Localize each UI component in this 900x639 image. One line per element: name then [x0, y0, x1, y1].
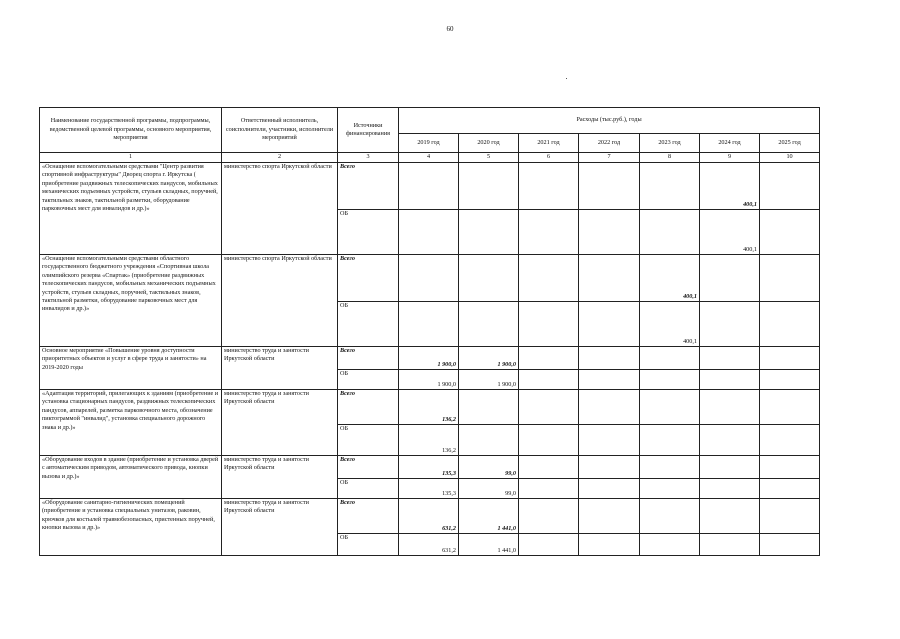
ob-value-cell: [579, 302, 640, 347]
column-number: 1: [40, 153, 222, 163]
ob-value-cell: 1 900,0: [459, 370, 519, 390]
total-value-cell: [760, 163, 820, 210]
total-value-cell: [640, 347, 700, 370]
column-number: 5: [459, 153, 519, 163]
total-value-cell: [700, 390, 760, 425]
column-number: 4: [399, 153, 459, 163]
total-value-cell: [519, 347, 579, 370]
header-source: Источники финансирования: [338, 108, 399, 153]
table-row: [40, 347, 820, 370]
source-ob-label: ОБ: [338, 302, 399, 347]
column-number: 3: [338, 153, 399, 163]
header-year: 2020 год: [459, 134, 519, 153]
ob-value-cell: [760, 302, 820, 347]
total-value-cell: [519, 163, 579, 210]
total-value-cell: [760, 456, 820, 479]
ob-value-cell: [760, 425, 820, 456]
page-number: 60: [446, 25, 454, 33]
column-number: 6: [519, 153, 579, 163]
executor: министерство труда и занятости Иркутской области: [222, 347, 338, 390]
ob-value-cell: [459, 425, 519, 456]
executor: министерство спорта Иркутской области: [222, 255, 338, 347]
ob-value-cell: 99,0: [459, 479, 519, 499]
ob-value-cell: [760, 534, 820, 556]
total-value-cell: [640, 390, 700, 425]
table-row: [40, 163, 820, 210]
measure-name: «Оборудование санитарно-гигиенических помещений (приобретение и установка специальных унитазов, раковин, крючков для костылей травмобезопасных, пристенных поручней, кнопки вызова и др.)»: [40, 499, 222, 556]
total-value-cell: [579, 347, 640, 370]
ob-value-cell: [640, 534, 700, 556]
ob-value-cell: [760, 370, 820, 390]
measure-name: «Оснащение вспомогательными средствами "Центр развития спортивной инфраструктуры" Дворец спорта г. Иркутска ( приобретение раздвижных телескопических пандусов, мобильных механических подъемных устройств, стульев складных, поручней, тактильных знаков, тактильной разметки, оборудование парковочных мест для инвалидов и др.)»: [40, 163, 222, 255]
table-row: [40, 390, 820, 425]
total-value-cell: [519, 390, 579, 425]
table-row: [40, 255, 820, 302]
total-value-cell: [640, 499, 700, 534]
total-value-cell: [760, 347, 820, 370]
ob-value-cell: [640, 370, 700, 390]
total-value-cell: [399, 163, 459, 210]
ob-value-cell: [700, 302, 760, 347]
total-value-cell: [519, 499, 579, 534]
executor: министерство труда и занятости Иркутской области: [222, 456, 338, 499]
total-value-cell: [760, 499, 820, 534]
ob-value-cell: 136,2: [399, 425, 459, 456]
header-year: 2023 год: [640, 134, 700, 153]
total-value-cell: [399, 255, 459, 302]
ob-value-cell: [700, 534, 760, 556]
ob-value-cell: 631,2: [399, 534, 459, 556]
measure-name: Основное мероприятие «Повышение уровня доступности приоритетных объектов и услуг в сфере труда и занятости» на 2019-2020 годы: [40, 347, 222, 390]
total-value-cell: [700, 456, 760, 479]
ob-value-cell: [640, 425, 700, 456]
ob-value-cell: [519, 534, 579, 556]
total-value-cell: [760, 255, 820, 302]
scan-speck: [566, 78, 567, 79]
ob-value-cell: [579, 210, 640, 255]
source-total-label: Всего: [338, 255, 399, 302]
ob-value-cell: [760, 210, 820, 255]
ob-value-cell: [640, 210, 700, 255]
ob-value-cell: 135,3: [399, 479, 459, 499]
executor: министерство труда и занятости Иркутской области: [222, 499, 338, 556]
measure-name: «Адаптация территорий, прилегающих к зданиям (приобретение и установка стационарных пандусов, раздвижных телескопических пандусов, аппарелей, разметка парковочного места, обозначение пиктограммой "инвалид", установка специального дорожного знака и др.)»: [40, 390, 222, 456]
ob-value-cell: [579, 370, 640, 390]
total-value-cell: [519, 456, 579, 479]
total-value-cell: 1 900,0: [459, 347, 519, 370]
header-program: Наименование государственной программы, подпрограммы, ведомственной целевой программы, основного мероприятия, мероприятия: [40, 108, 222, 153]
ob-value-cell: 400,1: [700, 210, 760, 255]
ob-value-cell: [399, 302, 459, 347]
ob-value-cell: [700, 370, 760, 390]
header-year: 2022 год: [579, 134, 640, 153]
total-value-cell: 99,0: [459, 456, 519, 479]
ob-value-cell: 1 900,0: [399, 370, 459, 390]
source-total-label: Всего: [338, 163, 399, 210]
total-value-cell: 135,3: [399, 456, 459, 479]
ob-value-cell: [579, 425, 640, 456]
ob-value-cell: [579, 479, 640, 499]
total-value-cell: [640, 163, 700, 210]
ob-value-cell: [399, 210, 459, 255]
header-year: 2021 год: [519, 134, 579, 153]
total-value-cell: [459, 163, 519, 210]
executor: министерство спорта Иркутской области: [222, 163, 338, 255]
header-column-numbers: [40, 153, 820, 163]
executor: министерство труда и занятости Иркутской области: [222, 390, 338, 456]
source-ob-label: ОБ: [338, 425, 399, 456]
header-expenses: Расходы (тыс.руб.), годы: [399, 108, 820, 134]
ob-value-cell: [519, 370, 579, 390]
source-ob-label: ОБ: [338, 370, 399, 390]
header-year: 2019 год: [399, 134, 459, 153]
total-value-cell: [579, 499, 640, 534]
ob-value-cell: [519, 302, 579, 347]
source-total-label: Всего: [338, 499, 399, 534]
ob-value-cell: [519, 210, 579, 255]
measure-name: «Оборудование входов в здание (приобретение и установка дверей с автоматическим приводом, автоматического привода, кнопки вызова и др.)»: [40, 456, 222, 499]
ob-value-cell: [519, 425, 579, 456]
ob-value-cell: 1 441,0: [459, 534, 519, 556]
ob-value-cell: [459, 302, 519, 347]
total-value-cell: [579, 163, 640, 210]
source-total-label: Всего: [338, 456, 399, 479]
ob-value-cell: 400,1: [640, 302, 700, 347]
table-row: [40, 456, 820, 479]
total-value-cell: [579, 255, 640, 302]
source-ob-label: ОБ: [338, 534, 399, 556]
total-value-cell: 400,1: [700, 163, 760, 210]
ob-value-cell: [579, 534, 640, 556]
total-value-cell: 1 441,0: [459, 499, 519, 534]
column-number: 2: [222, 153, 338, 163]
ob-value-cell: [760, 479, 820, 499]
column-number: 7: [579, 153, 640, 163]
total-value-cell: [760, 390, 820, 425]
total-value-cell: [519, 255, 579, 302]
total-value-cell: [700, 347, 760, 370]
header-executor: Ответственный исполнитель, соисполнители, участники, исполнители мероприятий: [222, 108, 338, 153]
ob-value-cell: [519, 479, 579, 499]
total-value-cell: 631,2: [399, 499, 459, 534]
total-value-cell: [579, 390, 640, 425]
total-value-cell: [459, 390, 519, 425]
measure-name: «Оснащение вспомогательными средствами областного государственного бюджетного учреждения «Спортивная школа олимпийского резерва «Спартак» (приобретение раздвижных телескопических пандусов, мобильных механических подъемных устройств, стульев складных, поручней, тактильных знаков, тактильной разметки, оборудование парковочных мест для инвалидов и др.)»: [40, 255, 222, 347]
total-value-cell: [640, 456, 700, 479]
total-value-cell: 400,1: [640, 255, 700, 302]
column-number: 10: [760, 153, 820, 163]
source-ob-label: ОБ: [338, 479, 399, 499]
ob-value-cell: [700, 479, 760, 499]
table-row: [40, 499, 820, 534]
header-year: 2024 год: [700, 134, 760, 153]
column-number: 9: [700, 153, 760, 163]
total-value-cell: [459, 255, 519, 302]
ob-value-cell: [459, 210, 519, 255]
ob-value-cell: [640, 479, 700, 499]
total-value-cell: 1 900,0: [399, 347, 459, 370]
source-total-label: Всего: [338, 347, 399, 370]
total-value-cell: [579, 456, 640, 479]
source-total-label: Всего: [338, 390, 399, 425]
column-number: 8: [640, 153, 700, 163]
ob-value-cell: [700, 425, 760, 456]
total-value-cell: [700, 255, 760, 302]
source-ob-label: ОБ: [338, 210, 399, 255]
total-value-cell: 136,2: [399, 390, 459, 425]
expenses-table: [39, 107, 820, 556]
header-year: 2025 год: [760, 134, 820, 153]
total-value-cell: [700, 499, 760, 534]
